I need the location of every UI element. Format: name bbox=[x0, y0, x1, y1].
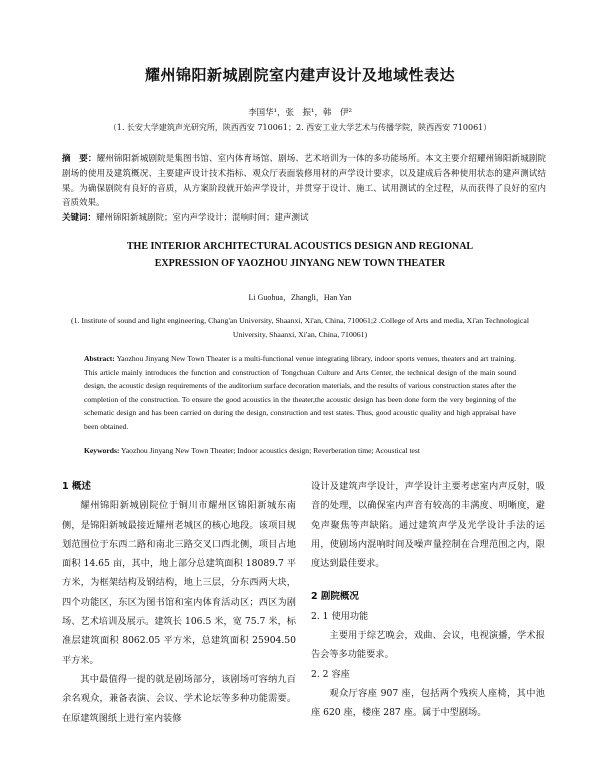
abstract-en-label: Abstract: bbox=[84, 354, 115, 363]
abstract-en-text: Yaozhou Jinyang New Town Theater is a multi-functional venue integrating library, indoor sports venues, theaters and art training. This article mainly introduces the function and construction of Tongchuan Culture and Arts Center, the technical design of the main sound design, the acoustic design requirements of the auditorium surface decoration materials, and the results of various construction states after the completion of the construction. To ensure the good acoustics in the theater,the acoustic design has been done form the very beginning of the schematic design and has been carried on during the design, construction and test states. Thus, good acoustic quality and high appraisal have been obtained. bbox=[84, 354, 516, 431]
keywords-cn-label: 关键词： bbox=[62, 213, 97, 223]
abstract-cn-text: 耀州锦阳新城剧院是集图书馆、室内体育场馆、剧场、艺术培训为一体的多功能场所。本文主要介绍耀州锦阳新城剧院剧场的使用及建筑概况、主要建声设计技术指标、观众厅表面装修用材的声学设计要求，以及建成后各种使用状态的建声测试结果。为确保剧院有良好的音质，从方案阶段就开始声学设计，并贯穿于设计、施工、试用测试的全过程，从而获得了良好的室内音质效果。 bbox=[62, 154, 546, 209]
affiliation: （1. 长安大学建筑声光研究所，陕西西安 710061；2. 西安工业大学艺术与传播学院，陕西西安 710061） bbox=[108, 123, 492, 132]
section-2-2-heading: 2. 2 容座 bbox=[311, 668, 350, 680]
section-2-1-paragraph: 主要用于综艺晚会，戏曲、会议，电视演播，学术报告会等多功能要求。 bbox=[311, 630, 545, 661]
abstract-cn-label: 摘 要： bbox=[62, 154, 97, 164]
left-column bbox=[62, 477, 296, 728]
abstract-cn bbox=[62, 152, 546, 211]
section-2-2-paragraph: 观众厅容座 907 座，包括两个残疾人座椅，其中池座 620 座，楼座 287 座。属于中型剧场。 bbox=[311, 687, 545, 719]
english-title-line2: EXPRESSION OF YAOZHOU JINYANG NEW TOWN THEATER bbox=[154, 258, 446, 269]
authors: 李国华¹，张 振¹，韩 伊² bbox=[248, 108, 352, 118]
english-title-line1: THE INTERIOR ARCHITECTURAL ACOUSTICS DESIGN AND REGIONAL bbox=[126, 241, 474, 252]
abstract-en bbox=[84, 352, 516, 434]
english-title bbox=[0, 238, 600, 272]
keywords-en bbox=[84, 446, 516, 455]
keywords-en-text: Yaozhou Jinyang New Town Theater; Indoor acoustics design; Reverberation time; Acoustical test bbox=[119, 446, 420, 455]
right-column bbox=[311, 477, 545, 723]
english-affiliation: (1. Institute of sound and light engineering, Chang'an University, Shaanxi, Xi'an, China, 710061;2 .College of Arts and media, Xi'an Technological University, Shaanxi, Xi'an, China, 710061) bbox=[71, 316, 529, 339]
paper-title: 耀州锦阳新城剧院室内建声设计及地域性表达 bbox=[144, 66, 455, 84]
section-2-heading: 2 剧院概况 bbox=[311, 591, 359, 603]
english-authors: Li Guohua，Zhangli，Han Yan bbox=[248, 293, 352, 302]
section-2-1-heading: 2. 1 使用功能 bbox=[311, 610, 369, 622]
section-1-paragraph-3: 设计及建筑声学设计，声学设计主要考虑室内声反射，吸音的处理，以确保室内声音有较高的丰满度、明晰度，避免声聚焦等声缺陷。通过建筑声学及光学设计手法的运用，使剧场内混响时间及噪声量控制在合理范围之内，限度达到最佳要求。 bbox=[311, 481, 545, 570]
keywords-en-label: Keywords: bbox=[84, 446, 120, 455]
section-1-paragraph-2: 其中最值得一提的就是剧场部分，该剧场可容纳九百余名观众，兼备表演、会议、学术论坛等多种功能需要。在原建筑图纸上进行室内装修 bbox=[62, 673, 296, 724]
section-1-paragraph-1: 耀州锦阳新城剧院位于铜川市耀州区锦阳新城东南侧，是锦阳新城最接近耀州老城区的核心地段。该项目规划范围位于东西二路和南北三路交叉口西北侧，项目占地面积 14.65 亩，其中，地上部分总建筑面积 18089.7 平方米，为框架结构及钢结构，地上三层，分东西两大块，四个功能区，东区为图书馆和室内体育活动区；西区为剧场、艺术培训及展示。建筑长 106.5 米，宽 75.7 米，标准层建筑面积 8062.05 平方米，总建筑面积 25904.50 平方米。 bbox=[62, 500, 296, 666]
section-1-heading: 1 概述 bbox=[62, 481, 91, 492]
keywords-cn-text: 耀州锦阳新城剧院；室内声学设计；混响时间；建声测试 bbox=[96, 213, 309, 223]
keywords-cn bbox=[62, 211, 546, 225]
